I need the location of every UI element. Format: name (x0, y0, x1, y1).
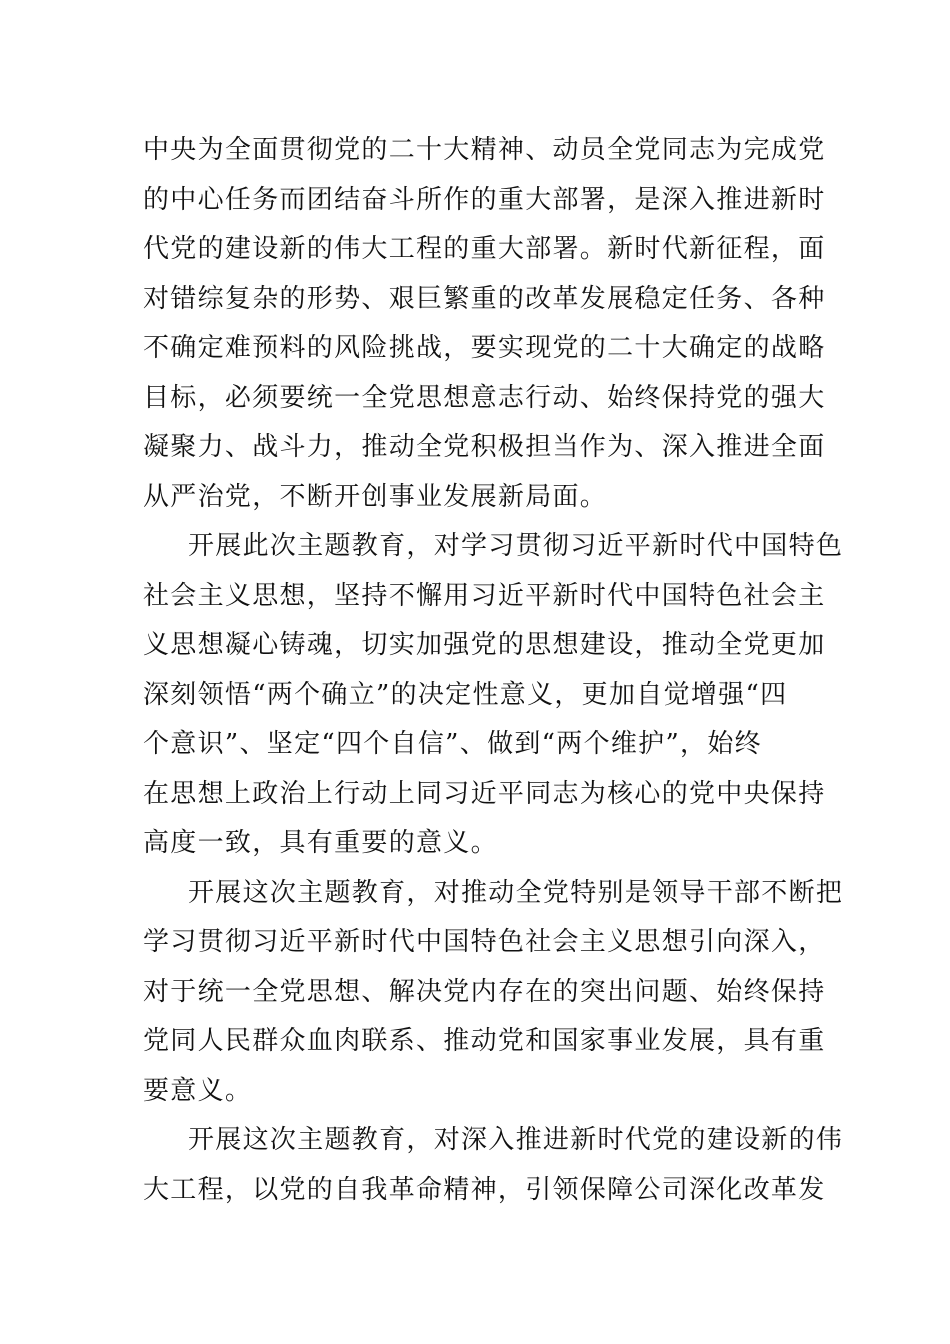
body-text (143, 126, 844, 1215)
text-line: 高度一致，具有重要的意义。 (143, 828, 498, 858)
text-line: 代党的建设新的伟大工程的重大部署。新时代新征程，面 (143, 234, 826, 264)
text-line: 开展这次主题教育，对推动全党特别是领导干部不断把 (188, 877, 844, 908)
text-line: 开展这次主题教育，对深入推进新时代党的建设新的伟 (188, 1125, 844, 1155)
text-line: 深刻领悟“两个确立”的决定性意义，更加自觉增强“四 (143, 679, 788, 710)
text-line: 的中心任务而团结奋斗所作的重大部署，是深入推进新时 (143, 184, 826, 215)
text-line: 对错综复杂的形势、艰巨繁重的改革发展稳定任务、各种 (143, 283, 826, 314)
text-line: 不确定难预料的风险挑战，要实现党的二十大确定的战略 (143, 333, 826, 363)
text-line: 党同人民群众血肉联系、推动党和国家事业发展，具有重 (143, 1026, 826, 1056)
text-line: 学习贯彻习近平新时代中国特色社会主义思想引向深入， (143, 927, 826, 957)
text-line: 对于统一全党思想、解决党内存在的突出问题、始终保持 (143, 976, 826, 1007)
text-line: 个意识”、坚定“四个自信”、做到“两个维护”，始终 (143, 729, 762, 759)
text-line: 从严治党，不断开创事业发展新局面。 (143, 481, 608, 512)
text-line: 要意义。 (143, 1075, 253, 1106)
text-line: 大工程，以党的自我革命精神，引领保障公司深化改革发 (143, 1174, 826, 1205)
text-line: 开展此次主题教育，对学习贯彻习近平新时代中国特色 (188, 531, 844, 561)
text-line: 义思想凝心铸魂，切实加强党的思想建设，推动全党更加 (143, 630, 826, 660)
text-line: 在思想上政治上行动上同习近平同志为核心的党中央保持 (143, 778, 826, 809)
text-line: 目标，必须要统一全党思想意志行动、始终保持党的强大 (143, 382, 826, 413)
text-line: 社会主义思想，坚持不懈用习近平新时代中国特色社会主 (143, 580, 826, 611)
text-line: 中央为全面贯彻党的二十大精神、动员全党同志为完成党 (143, 135, 826, 165)
text-line: 凝聚力、战斗力，推动全党积极担当作为、深入推进全面 (143, 432, 826, 462)
